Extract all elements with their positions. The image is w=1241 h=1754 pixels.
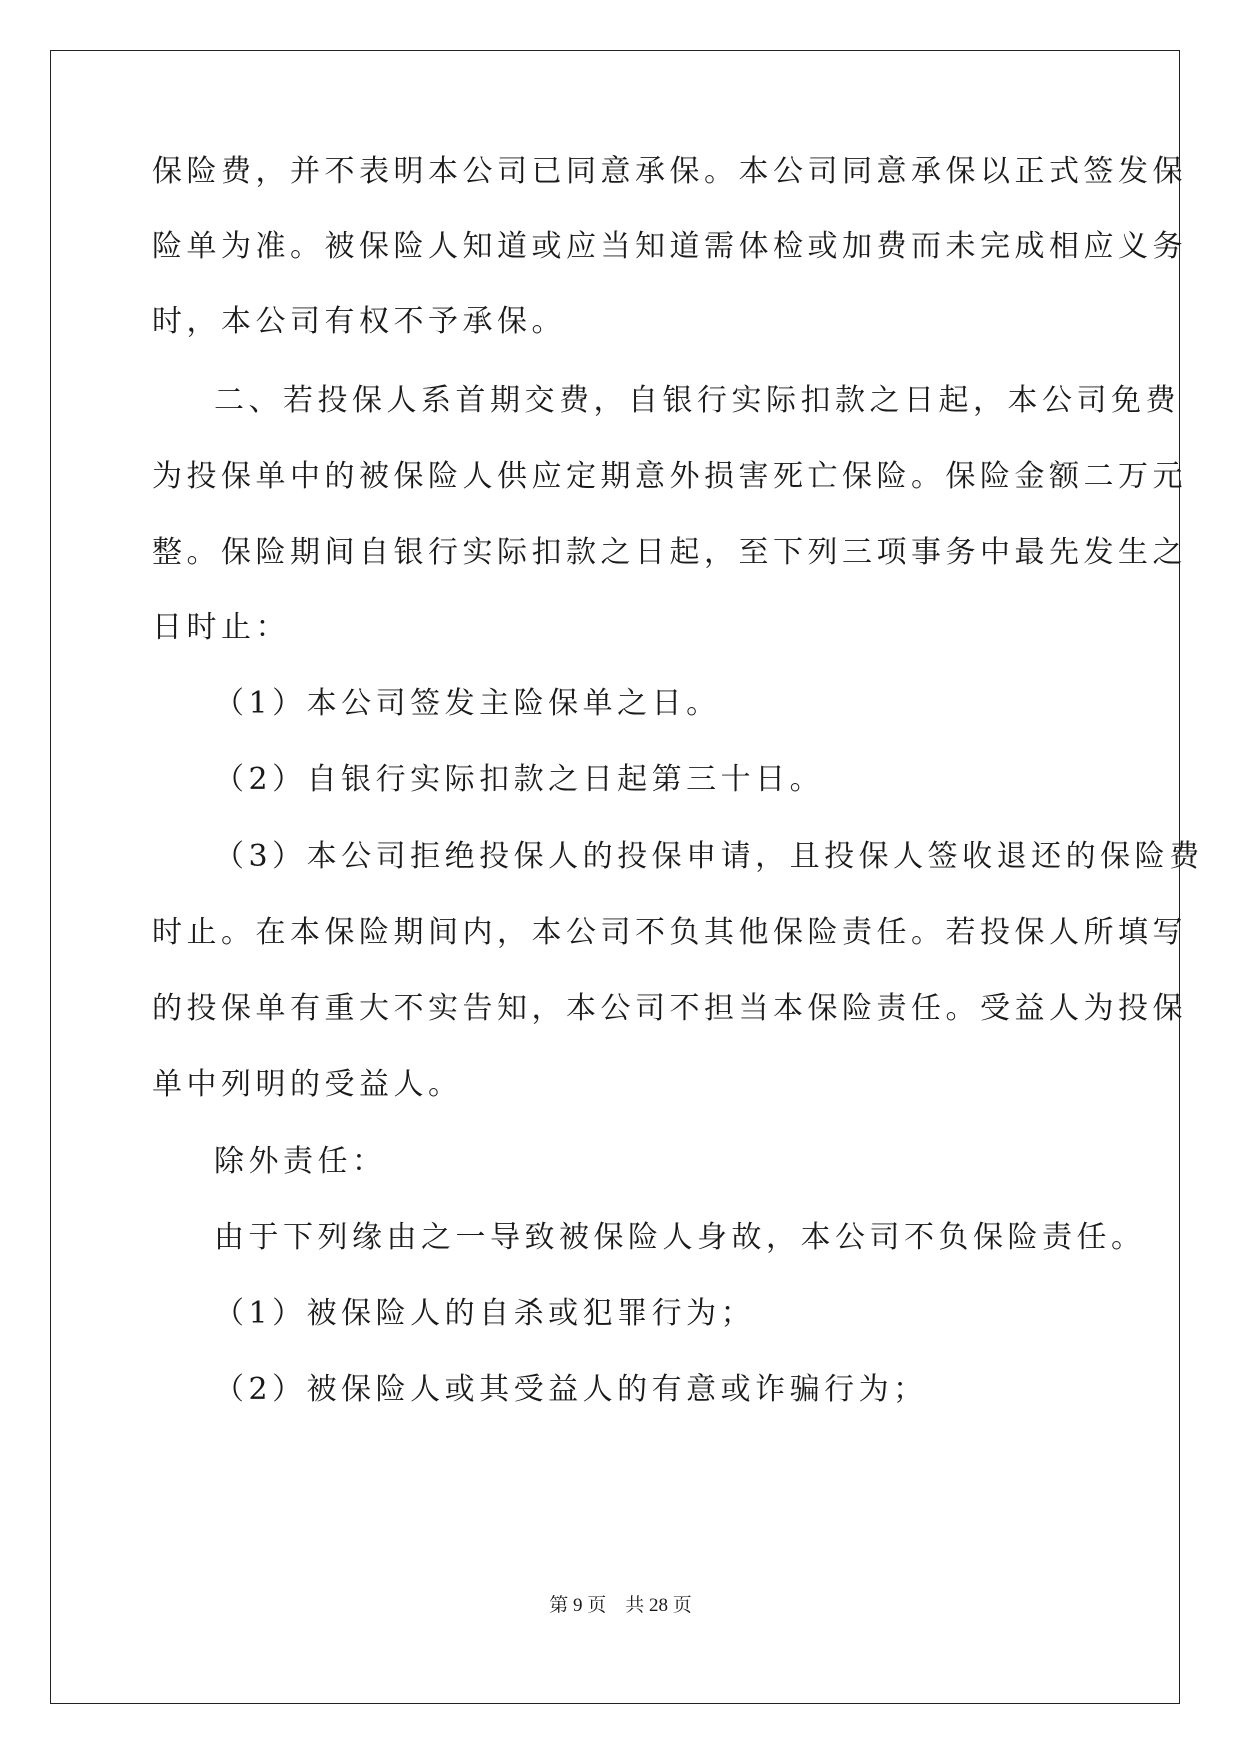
page-border: [50, 50, 1180, 1704]
text-line-9: （2）自银行实际扣款之日起第三十日。: [214, 762, 825, 797]
text-line-5: 为投保单中的被保险人供应定期意外损害死亡保险。保险金额二万元: [152, 459, 1187, 494]
text-line-13: 单中列明的受益人。: [152, 1067, 463, 1102]
text-line-3: 时，本公司有权不予承保。: [152, 304, 566, 339]
text-line-17: （2）被保险人或其受益人的有意或诈骗行为；: [214, 1372, 928, 1407]
text-line-15: 由于下列缘由之一导致被保险人身故，本公司不负保险责任。: [214, 1220, 1146, 1255]
text-line-2: 险单为准。被保险人知道或应当知道需体检或加费而未完成相应义务: [152, 229, 1187, 264]
page-number-label: 第 9 页 共 28 页: [549, 1595, 692, 1616]
text-line-1: 保险费，并不表明本公司已同意承保。本公司同意承保以正式签发保: [152, 154, 1187, 189]
text-line-14: 除外责任：: [214, 1144, 387, 1179]
text-line-10: （3）本公司拒绝投保人的投保申请，且投保人签收退还的保险费: [214, 839, 1204, 874]
page-footer: [0, 1590, 1241, 1617]
text-line-11: 时止。在本保险期间内，本公司不负其他保险责任。若投保人所填写: [152, 915, 1187, 950]
text-line-8: （1）本公司签发主险保单之日。: [214, 686, 721, 721]
text-line-6: 整。保险期间自银行实际扣款之日起，至下列三项事务中最先发生之: [152, 535, 1187, 570]
text-line-7: 日时止：: [152, 610, 290, 645]
text-line-16: （1）被保险人的自杀或犯罪行为；: [214, 1296, 756, 1331]
text-line-4: 二、若投保人系首期交费，自银行实际扣款之日起，本公司免费: [214, 383, 1180, 418]
text-line-12: 的投保单有重大不实告知，本公司不担当本保险责任。受益人为投保: [152, 991, 1187, 1026]
